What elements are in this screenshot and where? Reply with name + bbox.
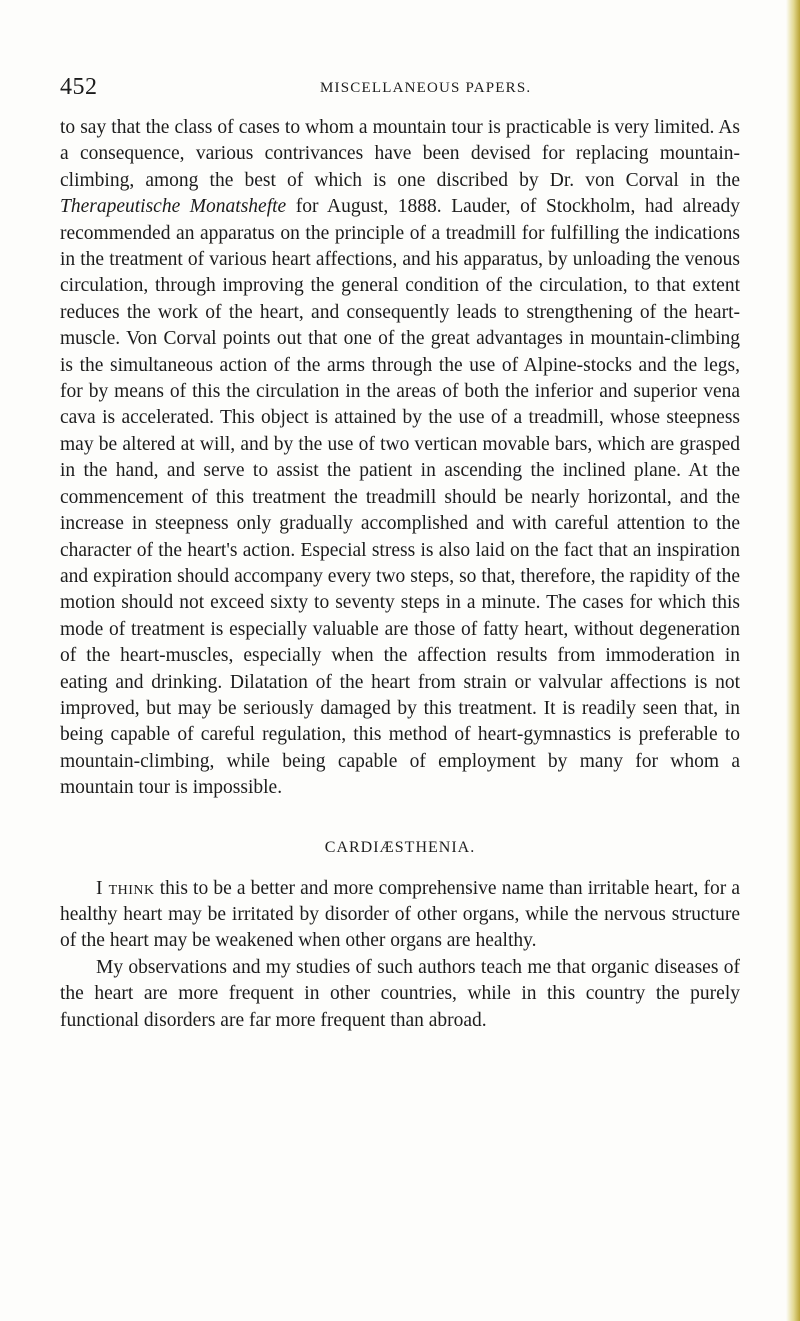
page-number: 452 <box>60 74 98 100</box>
page-edge-shading <box>786 0 800 1321</box>
running-title: MISCELLANEOUS PAPERS. <box>320 80 532 96</box>
paragraph-cardiaesthenia-1 <box>60 876 740 955</box>
running-header <box>60 74 740 104</box>
paragraph-text-part2: for August, 1888. Lauder, of Stockholm, had already recommended an apparatus on the principle of a treadmill for fulfilling the indications in the treatment of various heart affections, and his apparatus, by unloading the venous circulation, through improving the general condition of the circulation, to that extent reduces the work of the heart, and consequently leads to strengthening of the heart-muscle. Von Corval points out that one of the great advantages in mountain-climbing is the simultaneous action of the arms through the use of Alpine-stocks and the legs, for by means of this the circulation in the areas of both the inferior and superior vena cava is accelerated. This object is attained by the use of a treadmill, whose steepness may be altered at will, and by the use of two vertican movable bars, which are grasped in the hand, and serve to assist the patient in ascending the inclined plane. At the commencement of this treatment the treadmill should be nearly horizontal, and the increase in steepness only gradually accomplished and with careful attention to the character of the heart's action. Especial stress is also laid on the fact that an inspiration and expiration should accompany every two steps, so that, therefore, the rapidity of the motion should not exceed sixty to seventy steps in a minute. The cases for which this mode of treatment is especially valuable are those of fatty heart, without degeneration of the heart-muscles, especially when the affection results from immoderation in eating and drinking. Dilatation of the heart from strain or valvular affections is not improved, but may be seriously damaged by this treatment. It is readily seen that, in being capable of careful regulation, this method of heart-gymnastics is preferable to mountain-climbing, while being capable of employment by many for whom a mountain tour is impossible. <box>60 196 740 799</box>
paragraph-text: this to be a better and more comprehensive name than irritable heart, for a healthy heart may be irritated by disorder of other organs, while the nervous structure of the heart may be weakened when other organs are healthy. <box>60 877 740 952</box>
section-heading: CARDIÆSTHENIA. <box>324 838 476 856</box>
body-text <box>60 115 740 1034</box>
paragraph-treadmill <box>60 115 740 802</box>
journal-title: Therapeutische Monatshefte <box>60 196 287 218</box>
paragraph-text-part1: to say that the class of cases to whom a mountain tour is practicable is very limited. As a consequence, various contrivances have been devised for replacing mountain-climbing, among the best of which is one discribed by Dr. von Corval in the <box>60 117 740 191</box>
opening-words: I think <box>96 877 155 899</box>
paragraph-cardiaesthenia-2: My observations and my studies of such authors teach me that organic diseases of the heart are more frequent in other countries, while in this country the purely functional disorders are far more frequent than abroad. <box>60 956 740 1031</box>
